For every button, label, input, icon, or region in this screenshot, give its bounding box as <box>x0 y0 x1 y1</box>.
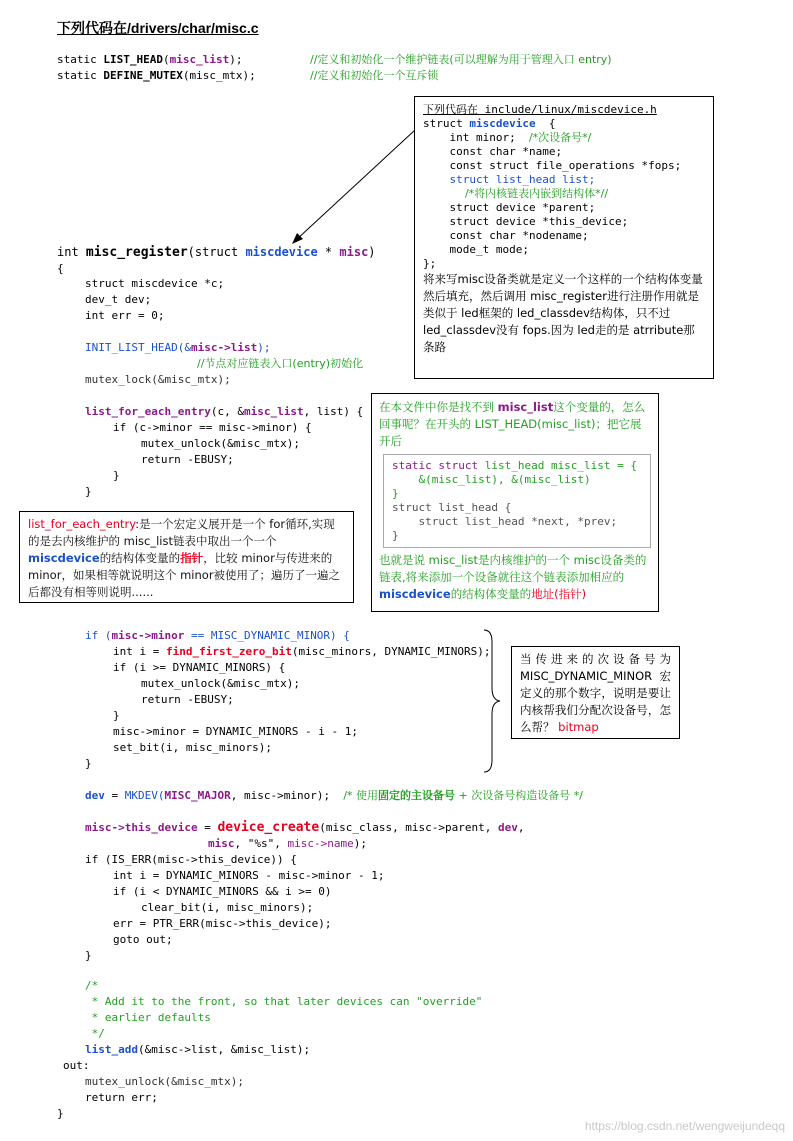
code-line: int err = 0; <box>85 309 165 322</box>
code-line: if (misc->minor == MISC_DYNAMIC_MINOR) { <box>85 629 350 642</box>
func-signature: int misc_register(struct miscdevice * misc) <box>57 245 376 260</box>
struct-miscdevice-box <box>414 96 714 379</box>
code-line: INIT_LIST_HEAD(&misc->list); <box>85 341 271 354</box>
code-line: if (c->minor == misc->minor) { <box>113 421 312 434</box>
decl-define-mutex-comment: //定义和初始化一个互斥锁 <box>310 69 439 82</box>
struct-line: }; <box>423 257 437 270</box>
code-line: out: <box>63 1059 90 1072</box>
code-line: if (i >= DYNAMIC_MINORS) { <box>113 661 286 674</box>
minor-box-text: 当传进来的次设备号为 MISC_DYNAMIC_MINOR宏定义的那个数字，说明是要让内核帮我们分配次设备号，怎么帮？ bitmap <box>520 652 671 734</box>
decl-define-mutex: static DEFINE_MUTEX(misc_mtx); <box>57 69 256 82</box>
struct-line: mode_t mode; <box>423 243 529 256</box>
code-line: } <box>57 1107 64 1120</box>
struct-line: const char *name; <box>423 145 563 158</box>
code-line: if (IS_ERR(misc->this_device)) { <box>85 853 297 866</box>
struct-line: struct miscdevice { <box>423 117 556 130</box>
struct-line: const char *nodename; <box>423 229 589 242</box>
watermark: https://blog.csdn.net/wengweijundeqq <box>584 1119 785 1133</box>
inner-line: &(misc_list), &(misc_list) <box>392 473 591 486</box>
code-line: mutex_unlock(&misc_mtx); <box>85 1075 244 1088</box>
code-line: goto out; <box>113 933 173 946</box>
inner-line: } <box>392 529 399 542</box>
comment-line: /* <box>85 979 99 992</box>
code-line: } <box>85 949 92 962</box>
code-line: } <box>85 757 92 770</box>
inner-line: static struct list_head misc_list = { <box>392 459 638 472</box>
comment-line: */ <box>85 1027 105 1040</box>
page-title: 下列代码在/drivers/char/misc.c <box>57 20 259 36</box>
decl-list-head-comment: //定义和初始化一个维护链表(可以理解为用于管理入口 entry) <box>310 53 612 66</box>
brace-graphic <box>480 628 504 774</box>
list-box-outro: 也就是说 misc_list是内核维护的一个 misc设备类的链表,将来添加一个设备就往这个链表添加相应的 miscdevice的结构体变量的地址(指针) <box>379 553 647 601</box>
struct-line: struct device *parent; <box>423 201 596 214</box>
inner-line: struct list_head *next, *prev; <box>392 515 618 528</box>
decl-list-head: static LIST_HEAD(misc_list); <box>57 53 243 66</box>
struct-box-note: 将来写misc设备类就是定义一个这样的一个结构体变量然后填充，然后调用 misc_register进行注册作用就是类似于 led框架的 led_classdev结构体，只不过 led_classdev没有 fops.因为 led走的是 atrribute那条路 <box>423 272 703 354</box>
code-line: err = PTR_ERR(misc->this_device); <box>113 917 332 930</box>
code-line: } <box>113 469 120 482</box>
code-line: dev = MKDEV(MISC_MAJOR, misc->minor); /* 使用固定的主设备号 + 次设备号构造设备号 */ <box>85 789 583 802</box>
list-box-inner <box>383 454 651 548</box>
code-line: { <box>57 262 64 275</box>
misc-list-explain-box <box>371 393 659 612</box>
struct-line: /*将内核链表内嵌到结构体*// <box>423 187 609 200</box>
code-line: mutex_unlock(&misc_mtx); <box>141 437 300 450</box>
foreach-box-text: list_for_each_entry:是一个宏定义展开是一个 for循环,实现的是去内核维护的 misc_list链表中取出一个一个 miscdevice的结构体变量的指针，比较 minor与传进来的 minor，如果相等就说明这个 minor被使用了；遍历了一遍之后都没有相等则说明...... <box>28 517 341 599</box>
code-line: return -EBUSY; <box>141 693 234 706</box>
init-comment: //节点对应链表入口(entry)初始化 <box>197 357 364 370</box>
code-line: clear_bit(i, misc_minors); <box>141 901 314 914</box>
foreach-explain-box <box>19 511 354 603</box>
struct-line: struct list_head list; <box>423 173 596 186</box>
comment-line: * Add it to the front, so that later devices can "override" <box>85 995 483 1008</box>
code-line: set_bit(i, misc_minors); <box>113 741 272 754</box>
code-line: list_for_each_entry(c, &misc_list, list) { <box>85 405 364 418</box>
code-line: int i = DYNAMIC_MINORS - misc->minor - 1; <box>113 869 385 882</box>
struct-line: struct device *this_device; <box>423 215 629 228</box>
list-box-intro: 在本文件中你是找不到 misc_list这个变量的，怎么回事呢？在开头的 LIST_HEAD(misc_list)；把它展开后 <box>379 400 646 448</box>
code-line: } <box>113 709 120 722</box>
comment-line: * earlier defaults <box>85 1011 211 1024</box>
code-line: int i = find_first_zero_bit(misc_minors, DYNAMIC_MINORS); <box>113 645 491 658</box>
struct-box-header: 下列代码在 include/linux/miscdevice.h <box>423 103 657 116</box>
code-line: } <box>85 485 92 498</box>
code-line: if (i < DYNAMIC_MINORS && i >= 0) <box>113 885 332 898</box>
code-line: return err; <box>85 1091 158 1104</box>
code-line: dev_t dev; <box>85 293 152 306</box>
code-line: mutex_unlock(&misc_mtx); <box>141 677 300 690</box>
code-line: return -EBUSY; <box>141 453 234 466</box>
code-line: mutex_lock(&misc_mtx); <box>85 373 231 386</box>
code-line: struct miscdevice *c; <box>85 277 225 290</box>
code-line: misc->this_device = device_create(misc_class, misc->parent, dev, <box>85 820 525 835</box>
inner-line: } <box>392 487 399 500</box>
code-line: misc, "%s", misc->name); <box>208 837 367 850</box>
code-line: list_add(&misc->list, &misc_list); <box>85 1043 311 1056</box>
code-line: misc->minor = DYNAMIC_MINORS - i - 1; <box>113 725 359 738</box>
inner-line: struct list_head { <box>392 501 512 514</box>
struct-line: const struct file_operations *fops; <box>423 159 682 172</box>
dynamic-minor-explain-box <box>511 646 680 739</box>
struct-line: int minor; /*次设备号*/ <box>423 131 592 144</box>
